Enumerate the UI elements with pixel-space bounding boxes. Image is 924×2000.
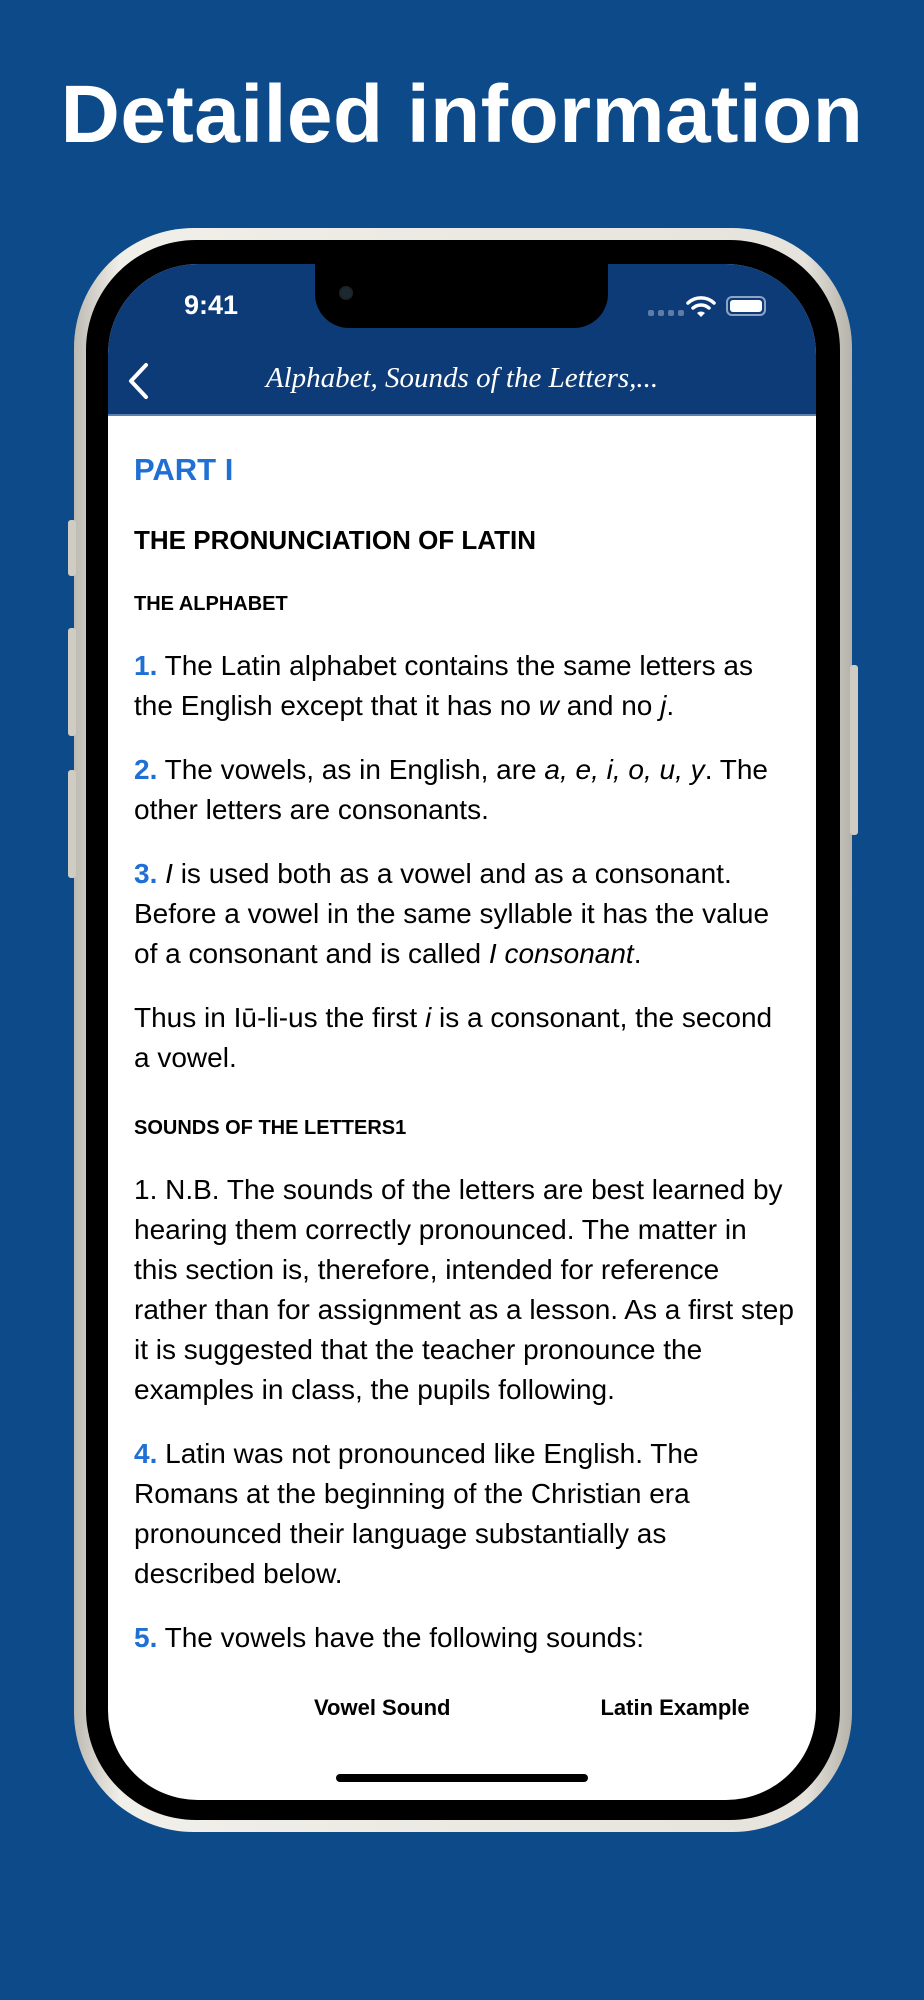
mute-switch	[68, 520, 76, 576]
cellular-signal-icon	[648, 310, 684, 316]
headline: Detailed information	[60, 69, 864, 160]
paragraph-1: 1. The Latin alphabet contains the same letters as the English except that it has no w and no j.	[134, 650, 753, 721]
part-heading: PART I	[134, 452, 234, 487]
nav-title: Alphabet, Sounds of the Letters,...	[265, 362, 659, 394]
section-heading-sounds: SOUNDS OF THE LETTERS1	[134, 1117, 407, 1139]
footnote-paragraph: 1. N.B. The sounds of the letters are best learned by hearing them correctly pronounced. The matter in this section is, therefore, intended for reference rather than for assignment as a lesson. As a first step it is suggested that the teacher pronounce the examples in class, the pupils following.	[134, 1174, 794, 1405]
battery-icon	[726, 296, 766, 316]
paragraph-3: 3. I is used both as a vowel and as a consonant. Before a vowel in the same syllable it has the value of a consonant and is called I consonant.	[134, 858, 770, 969]
table-header-example: Latin Example	[600, 1695, 750, 1720]
chapter-heading: THE PRONUNCIATION OF LATIN	[134, 525, 537, 555]
paragraph-2: 2. The vowels, as in English, are a, e, i, o, u, y. The other letters are consonants.	[134, 754, 768, 825]
wifi-icon	[686, 294, 716, 318]
article-content	[134, 450, 794, 1728]
paragraph-4: 4. Latin was not pronounced like English. The Romans at the beginning of the Christian era pronounced their language substantially as described below.	[134, 1438, 699, 1589]
vowel-table-header	[134, 1688, 794, 1728]
volume-down-button	[68, 770, 76, 878]
paragraph-3b: Thus in Iū-li-us the first i is a consonant, the second a vowel.	[134, 1002, 773, 1073]
dynamic-notch	[315, 264, 608, 328]
table-header-vowel: Vowel Sound	[314, 1695, 451, 1720]
volume-up-button	[68, 628, 76, 736]
paragraph-5: 5. The vowels have the following sounds:	[134, 1622, 645, 1653]
section-heading-alphabet: THE ALPHABET	[134, 593, 288, 615]
camera-icon	[339, 286, 353, 300]
status-time: 9:41	[184, 290, 239, 320]
home-indicator[interactable]	[336, 1774, 588, 1782]
screen	[108, 264, 816, 1800]
power-button	[850, 665, 858, 835]
